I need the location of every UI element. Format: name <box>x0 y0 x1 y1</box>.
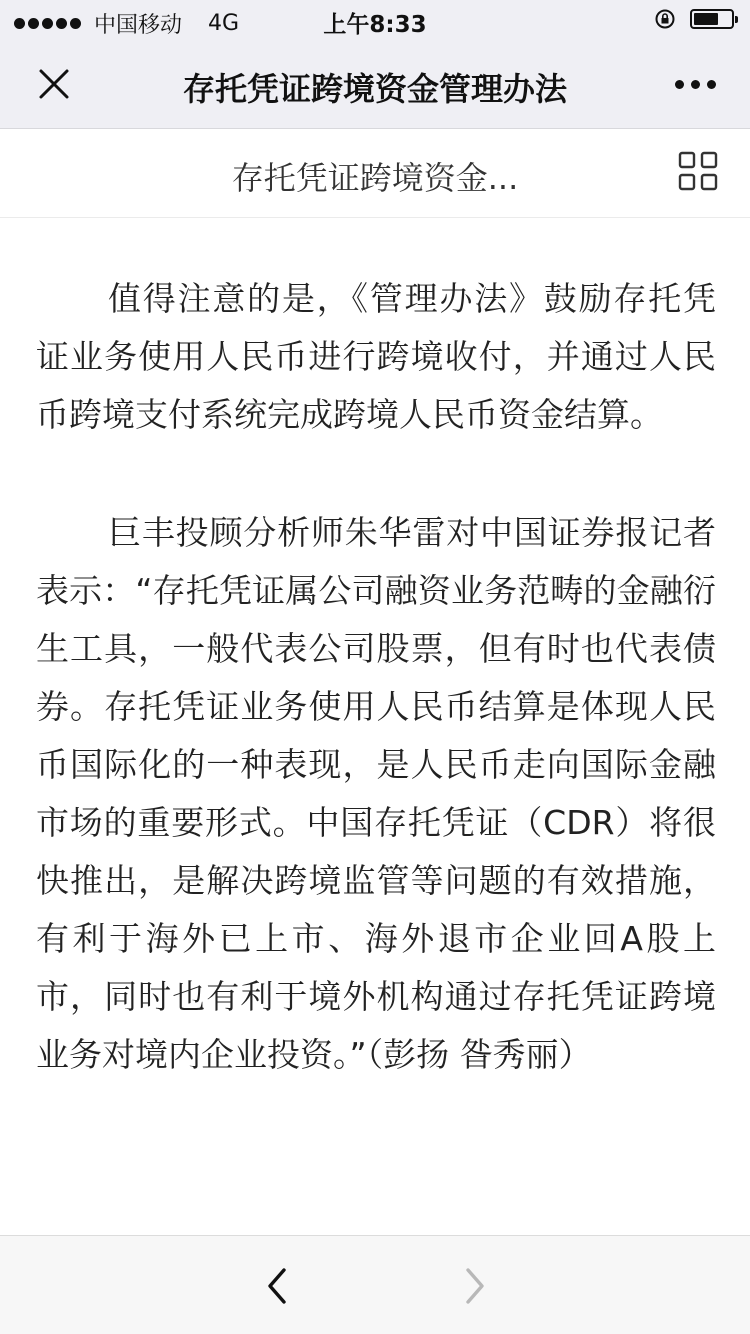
article-title: 存托凭证跨境资金... <box>231 159 519 197</box>
status-time: 上午8:33 <box>323 12 427 38</box>
article-header <box>0 129 750 218</box>
rotation-lock-icon <box>654 8 676 30</box>
nav-bar <box>0 40 750 129</box>
status-bar <box>0 0 750 40</box>
close-icon[interactable] <box>36 66 72 102</box>
article-paragraph: 巨丰投顾分析师朱华雷对中国证券报记者表示：“存托凭证属公司融资业务范畴的金融衍生工具，一般代表公司股票，但有时也代表债券。存托凭证业务使用人民币结算是体现人民币国际化的一种表现，是人民币走向国际金融市场的重要形式。中国存托凭证（CDR）将很快推出，是解决跨境监管等问题的有效措施，有利于海外已上市、海外退市企业回A股上市，同时也有利于境外机构通过存托凭证跨境业务对境内企业投资。”（彭扬 昝秀丽） <box>36 513 716 1074</box>
carrier-name: 中国移动 <box>94 13 183 38</box>
more-icon[interactable] <box>668 80 716 89</box>
status-right <box>654 8 734 30</box>
page-title: 存托凭证跨境资金管理办法 <box>182 70 567 108</box>
article-body <box>36 270 716 1144</box>
network-type: 4G <box>208 11 240 36</box>
grid-menu-icon[interactable] <box>678 151 718 191</box>
battery-icon <box>690 9 734 29</box>
bottom-toolbar <box>0 1235 750 1334</box>
chevron-right-icon <box>458 1266 492 1306</box>
article-paragraph: 值得注意的是，《管理办法》鼓励存托凭证业务使用人民币进行跨境收付，并通过人民币跨境支付系统完成跨境人民币资金结算。 <box>36 279 716 434</box>
chevron-left-icon[interactable] <box>260 1266 294 1306</box>
